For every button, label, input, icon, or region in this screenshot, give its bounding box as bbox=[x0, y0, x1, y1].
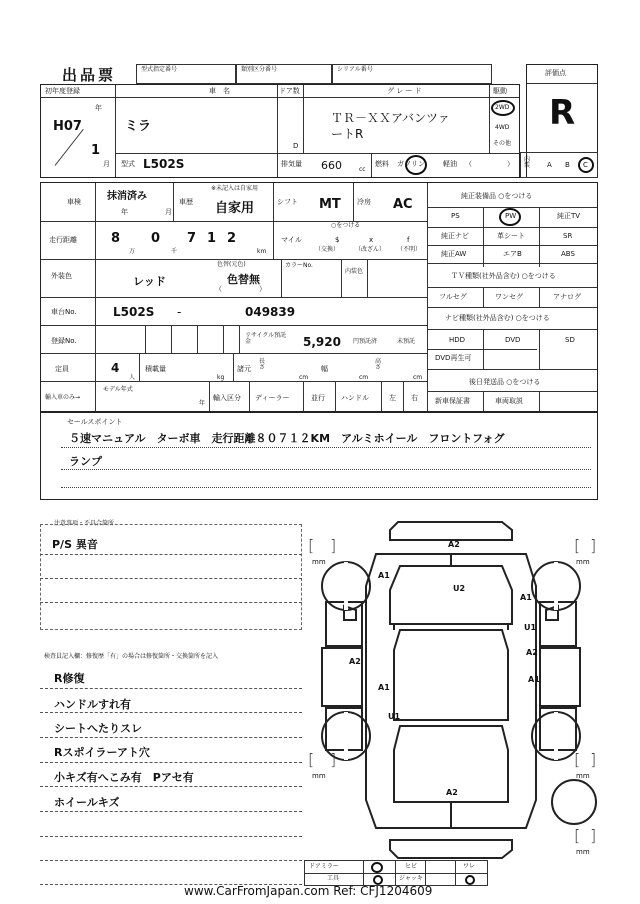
chassis-label: 車台No. bbox=[51, 308, 77, 316]
month-unit: 月 bbox=[103, 160, 110, 168]
handle-label: ハンドル bbox=[341, 394, 369, 402]
inspector-note-5: 小キズ有へこみ有 Pアセ有 bbox=[54, 771, 194, 784]
displacement-label: 排気量 bbox=[281, 160, 302, 168]
legend-broken: ワレ bbox=[463, 863, 476, 870]
fuel-diesel: 軽油 bbox=[443, 160, 457, 168]
meter-exchange: （交換） bbox=[315, 246, 340, 253]
meter-circle-note: ○をつける bbox=[331, 222, 361, 229]
inspector-note-2: ハンドルすれ有 bbox=[54, 698, 131, 711]
meter-x: x bbox=[369, 236, 374, 244]
shaken-year: 年 bbox=[121, 208, 128, 216]
rating-label: 評価点 bbox=[545, 69, 566, 77]
color-value: レッド bbox=[133, 275, 166, 288]
sheet-title: 出品票 bbox=[62, 66, 117, 84]
history-note: ※未記入は自家用 bbox=[211, 185, 259, 192]
inspector-note-4: Rスポイラーアト穴 bbox=[54, 746, 150, 759]
car-damage-diagram bbox=[304, 510, 604, 870]
inspection-block bbox=[40, 182, 598, 412]
color-paren-close: ） bbox=[259, 285, 266, 293]
grade-value-line1: ＴＲ－ＸＸアバンツァ bbox=[331, 111, 450, 125]
chassis-prefix: L502S bbox=[113, 305, 155, 319]
mileage-man: 万 bbox=[129, 248, 136, 255]
legend-jack-circle bbox=[465, 875, 475, 885]
interior-color-label: 内装色 bbox=[345, 268, 364, 275]
damage-mark-right-fender: A1 bbox=[520, 593, 532, 602]
equip-leather: 革シート bbox=[497, 232, 525, 240]
mileage-digit-4: 1 bbox=[207, 231, 217, 246]
serial-label: シリアル番号 bbox=[337, 66, 373, 73]
first-reg-month: 1 bbox=[91, 143, 101, 158]
model-code-field bbox=[136, 64, 236, 84]
class-code-label: 類別区分番号 bbox=[241, 66, 278, 73]
height-unit: cm bbox=[413, 374, 423, 381]
damage-mark-left-rear: A1 bbox=[378, 683, 390, 692]
mileage-digit-2: 0 bbox=[151, 231, 161, 246]
fuel-paren-open: （ bbox=[465, 160, 472, 168]
mileage-sen: 千 bbox=[171, 248, 178, 255]
color-no-label: カラーNo. bbox=[285, 262, 313, 269]
fuel-gas: ガソリン bbox=[397, 160, 425, 168]
caution-text: P/S 異音 bbox=[52, 538, 98, 551]
mileage-digit-1: 8 bbox=[111, 231, 121, 246]
capacity-unit: 人 bbox=[129, 374, 136, 381]
chassis-number: 049839 bbox=[245, 305, 296, 319]
first-reg-label: 初年度登録 bbox=[45, 87, 80, 95]
handle-right: 右 bbox=[411, 394, 418, 402]
import-dealer: ディーラー bbox=[255, 394, 290, 402]
first-reg-year: H07 bbox=[53, 119, 82, 134]
inspector-note-6: ホイールキズ bbox=[54, 796, 120, 809]
height-label: 高さ bbox=[375, 358, 382, 371]
legend-jack: ジャッキ bbox=[399, 875, 423, 882]
interior-c: C bbox=[583, 161, 588, 169]
grade-label: グ レ ー ド bbox=[387, 87, 422, 95]
load-unit: kg bbox=[217, 374, 225, 381]
recycle-label: リサイクル預託金 bbox=[245, 332, 287, 345]
import-parallel: 並行 bbox=[311, 394, 325, 402]
genuine-title: 純正装備品 ○をつける bbox=[461, 192, 533, 200]
navi-title: ナビ種類(社外品含む) ○をつける bbox=[445, 314, 550, 322]
legend-mirror: ドアミラー bbox=[309, 863, 339, 870]
recycle-status-deposited: 円預託済 bbox=[353, 338, 378, 345]
tv-analog: アナログ bbox=[553, 293, 581, 301]
mileage-digit-5: 2 bbox=[227, 231, 237, 246]
docs-title: 後日発送品 ○をつける bbox=[469, 378, 541, 386]
shaken-value: 抹消済み bbox=[107, 191, 147, 202]
recycle-value: 5,920 bbox=[303, 335, 341, 349]
shift-label: シフト bbox=[277, 198, 298, 206]
interior-b: B bbox=[565, 161, 570, 169]
mileage-label: 走行距離 bbox=[49, 236, 77, 244]
drive-other: その他 bbox=[493, 140, 512, 147]
damage-mark-front-bumper: A2 bbox=[448, 540, 460, 549]
model-label: 型式 bbox=[121, 160, 135, 168]
mm-label-rear-right: mm bbox=[576, 772, 590, 780]
ac-value: AC bbox=[393, 197, 413, 212]
legend-mirror-circle bbox=[371, 862, 383, 873]
grade-value-line2: ートR bbox=[331, 127, 364, 141]
interior-grade-box bbox=[520, 152, 598, 178]
interior-a: A bbox=[547, 161, 552, 169]
drive-4wd: 4WD bbox=[495, 124, 510, 131]
inspector-label: 検査員記入欄：修復歴「有」の場合は修復箇所・交換箇所を記入 bbox=[44, 653, 219, 660]
inspector-note-1: R修復 bbox=[54, 672, 85, 685]
sales-point-line2: ランプ bbox=[69, 455, 102, 468]
fuel-gas-circle bbox=[405, 155, 427, 175]
sales-point-line1: ５速マニュアル ターボ車 走行距離８０７１２KM アルミホイール フロントフォグ bbox=[69, 432, 505, 445]
damage-mark-hood: U2 bbox=[453, 584, 466, 593]
displacement-value: 660 bbox=[321, 159, 342, 172]
drive-label: 駆動 bbox=[493, 87, 507, 95]
chassis-dash: - bbox=[177, 305, 182, 319]
meter-tamper: （改ざん） bbox=[355, 246, 386, 253]
year-unit: 年 bbox=[95, 104, 102, 112]
equip-sr: SR bbox=[563, 232, 573, 240]
history-value: 自家用 bbox=[215, 201, 255, 216]
model-year-unit: 年 bbox=[199, 400, 206, 407]
width-unit: cm bbox=[359, 374, 369, 381]
meter-dollar: $ bbox=[335, 236, 340, 244]
damage-mark-right-door-mid: A2 bbox=[526, 648, 538, 657]
reg-no-label: 登録No. bbox=[51, 337, 77, 345]
equip-pw-circle bbox=[499, 208, 521, 226]
capacity-value: 4 bbox=[111, 361, 120, 375]
docs-manual: 車両取説 bbox=[495, 397, 523, 405]
tv-oneseg: ワンセグ bbox=[495, 293, 523, 301]
car-name-label: 車 名 bbox=[209, 87, 230, 95]
docs-warranty: 新車保証書 bbox=[435, 397, 470, 405]
displacement-unit: cc bbox=[359, 166, 366, 173]
recycle-status-not: 未預託 bbox=[397, 338, 416, 345]
model-year-label: モデル年式 bbox=[103, 386, 133, 393]
sales-point-label: セールスポイント bbox=[67, 418, 123, 426]
equip-navi: 純正ナビ bbox=[441, 232, 469, 240]
color-paren-open: （ bbox=[215, 285, 222, 293]
sales-point-block bbox=[40, 412, 598, 500]
color-change-label: 色替(元色) bbox=[217, 261, 246, 268]
damage-mark-left-fender: A1 bbox=[378, 571, 390, 580]
import-class-label: 輸入区分 bbox=[213, 394, 241, 402]
color-label: 外装色 bbox=[51, 272, 72, 280]
mm-label-spare: mm bbox=[576, 848, 590, 856]
mileage-km: km bbox=[257, 248, 267, 255]
inspector-note-3: シートへたりスレ bbox=[54, 722, 142, 735]
damage-mark-left-quarter: U1 bbox=[388, 712, 401, 721]
capacity-label: 定員 bbox=[55, 365, 69, 373]
miles-label: マイル bbox=[281, 236, 302, 244]
ac-label: 冷房 bbox=[357, 198, 371, 206]
fuel-label: 燃料 bbox=[375, 160, 389, 168]
drive-2wd-circle bbox=[491, 100, 515, 116]
equip-pw: PW bbox=[505, 212, 517, 220]
interior-label: 内装 bbox=[524, 156, 531, 169]
width-label: 幅 bbox=[321, 365, 328, 373]
shaken-month: 月 bbox=[165, 208, 172, 216]
legend-box bbox=[304, 860, 488, 886]
length-label: 長さ bbox=[259, 358, 266, 371]
mileage-digit-3: 7 bbox=[187, 231, 197, 246]
dvd-playback: DVD再生可 bbox=[435, 354, 472, 362]
equip-abs: ABS bbox=[561, 250, 575, 258]
legend-crack: ヒビ bbox=[405, 863, 418, 870]
damage-mark-rear-bumper: A2 bbox=[446, 788, 458, 797]
shift-value: MT bbox=[319, 197, 341, 212]
doors-suffix: D bbox=[293, 142, 299, 150]
length-unit: cm bbox=[299, 374, 309, 381]
meter-f: f bbox=[407, 236, 410, 244]
damage-mark-right-door-front: U1 bbox=[524, 623, 537, 632]
doors-label: ドア数 bbox=[279, 87, 300, 95]
tv-fullseg: フルセグ bbox=[439, 293, 467, 301]
class-code-field bbox=[236, 64, 332, 84]
interior-c-circle bbox=[578, 157, 594, 173]
equip-aw: 純正AW bbox=[441, 250, 467, 258]
mm-label-rear-left: mm bbox=[312, 772, 326, 780]
car-name-value: ミラ bbox=[125, 119, 152, 134]
damage-mark-right-rear: A1 bbox=[528, 675, 540, 684]
shaken-label: 車検 bbox=[67, 198, 81, 206]
drive-2wd: 2WD bbox=[495, 104, 510, 111]
caution-label: 注意事項・不具合箇所 bbox=[54, 520, 115, 527]
vehicle-block bbox=[40, 84, 520, 178]
model-value: L502S bbox=[143, 157, 185, 171]
equip-ps: PS bbox=[451, 212, 460, 220]
handle-left: 左 bbox=[389, 394, 396, 402]
meter-unknown: （不明） bbox=[397, 246, 422, 253]
mm-label-front-right: mm bbox=[576, 558, 590, 566]
equip-tv: 純正TV bbox=[557, 212, 581, 220]
load-label: 積載量 bbox=[145, 365, 166, 373]
footer-reference: www.CarFromJapan.com Ref: CFJ1204609 bbox=[184, 884, 433, 898]
tv-title: ＴＶ種類(社外品含む) ○をつける bbox=[451, 272, 556, 280]
import-label: 輸入車のみ→ bbox=[45, 394, 81, 401]
navi-hdd: HDD bbox=[449, 336, 466, 344]
serial-field bbox=[332, 64, 492, 84]
model-code-label: 型式指定番号 bbox=[141, 66, 178, 73]
equip-airbag: エアB bbox=[503, 250, 522, 258]
mm-label-front-left: mm bbox=[312, 558, 326, 566]
navi-sd: SD bbox=[565, 336, 575, 344]
damage-mark-left-door: A2 bbox=[349, 657, 361, 666]
fuel-paren-close: ） bbox=[507, 160, 514, 168]
history-label: 車歴 bbox=[179, 198, 193, 206]
legend-tools: 工具 bbox=[327, 875, 340, 882]
navi-dvd: DVD bbox=[505, 336, 521, 344]
dims-label: 諸元 bbox=[237, 365, 251, 373]
rating-value: R bbox=[549, 93, 576, 133]
color-change-value: 色替無 bbox=[227, 273, 260, 286]
